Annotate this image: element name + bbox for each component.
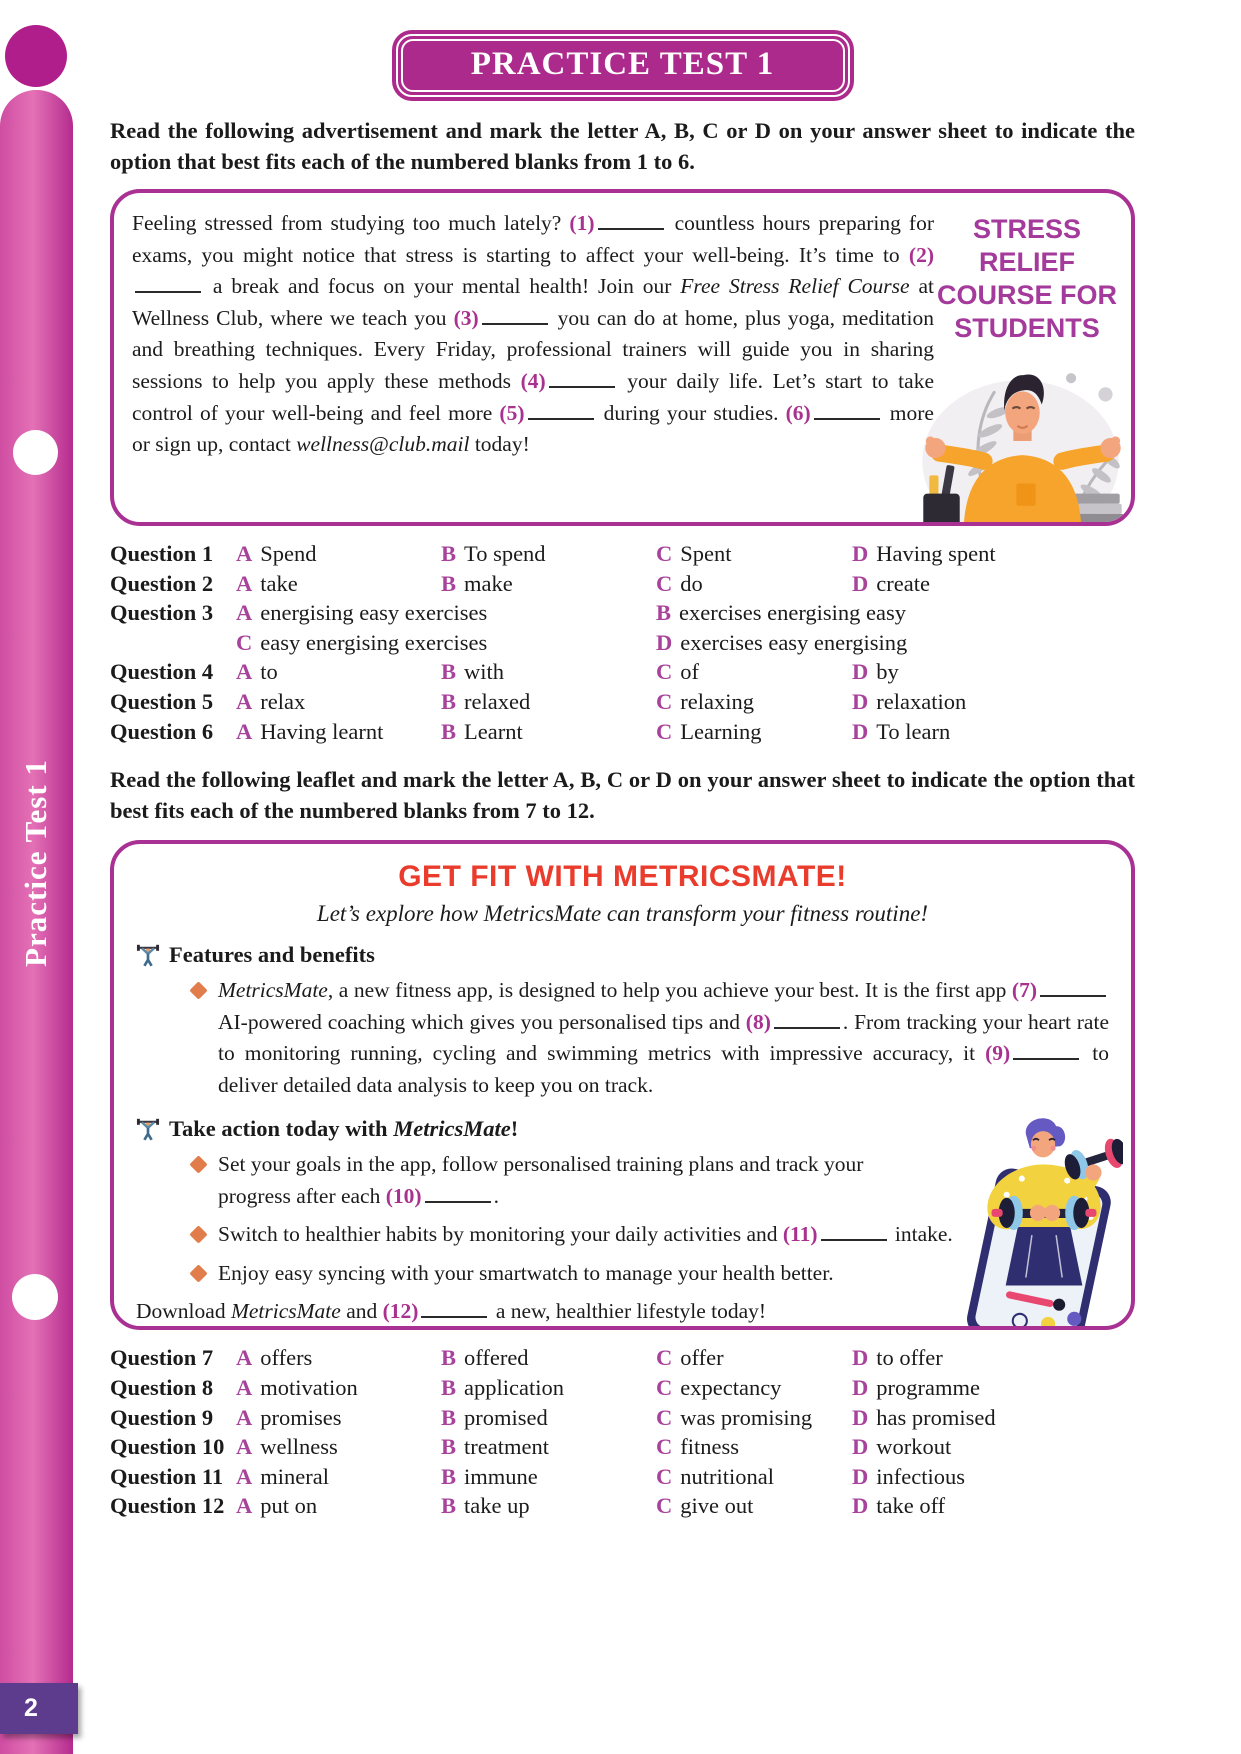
option-letter: C — [656, 1345, 673, 1371]
option-text: relax — [260, 689, 306, 715]
answer-option-C[interactable] — [656, 1373, 852, 1403]
answer-option-D[interactable] — [852, 569, 1135, 599]
question-label: Question 12 — [110, 1493, 225, 1519]
answer-option-C[interactable] — [236, 628, 656, 658]
italic-text: MetricsMate — [218, 978, 328, 1003]
question-label — [110, 628, 236, 658]
answer-option-B[interactable] — [441, 657, 656, 687]
option-text: Having spent — [876, 541, 996, 567]
diamond-bullet-icon — [189, 1264, 207, 1282]
option-text: take off — [876, 1493, 946, 1519]
option-letter: B — [441, 1404, 457, 1430]
fitness-app-illustration — [961, 1114, 1123, 1330]
answer-option-C[interactable] — [656, 1491, 852, 1521]
instructions-part1: Read the following advertisement and mark the letter A, B, C or D on your answer sheet to indicate the option that best fits each of the numbered blanks from 1 to 6. — [110, 118, 1135, 175]
leaflet-heading-text: Features and benefits — [169, 942, 375, 968]
questions-7-12 — [110, 1343, 1135, 1521]
meditating-student-illustration — [919, 362, 1127, 526]
leaflet-box — [110, 840, 1135, 1330]
question-label: Question 10 — [110, 1434, 225, 1460]
answer-option-A[interactable] — [236, 569, 441, 599]
blank-number: (7) — [1011, 978, 1037, 1003]
option-letter: A — [236, 570, 253, 596]
option-letter: B — [441, 1493, 457, 1519]
answer-option-C[interactable] — [656, 687, 852, 717]
question-label: Question 5 — [110, 689, 214, 715]
option-letter: A — [236, 1434, 253, 1460]
option-text: treatment — [464, 1434, 549, 1460]
option-text: infectious — [876, 1463, 965, 1489]
answer-option-B[interactable] — [441, 1403, 656, 1433]
answer-option-D[interactable] — [852, 539, 1135, 569]
option-letter: A — [236, 600, 253, 626]
answer-blank — [482, 307, 548, 325]
answer-option-B[interactable] — [441, 1343, 656, 1373]
option-letter: A — [236, 689, 253, 715]
option-text: nutritional — [680, 1463, 774, 1489]
diamond-bullet-icon — [189, 982, 207, 1000]
option-text: exercises energising easy — [679, 600, 907, 626]
leaflet-subtitle: Let’s explore how MetricsMate can transform your fitness routine! — [316, 901, 929, 927]
option-letter: A — [236, 1463, 253, 1489]
option-letter: B — [441, 541, 457, 567]
answer-option-B[interactable] — [441, 569, 656, 599]
option-letter: D — [852, 689, 869, 715]
option-text: fitness — [680, 1434, 739, 1460]
option-letter: D — [852, 1345, 869, 1371]
option-text: do — [680, 570, 703, 596]
option-text: easy energising exercises — [260, 629, 488, 655]
option-text: Learning — [680, 718, 762, 744]
answer-blank — [549, 370, 615, 388]
option-text: workout — [876, 1434, 952, 1460]
option-text: offers — [260, 1345, 313, 1371]
answer-option-B[interactable] — [441, 687, 656, 717]
answer-option-A[interactable] — [236, 598, 656, 628]
advertisement-box — [110, 189, 1135, 526]
answer-option-D[interactable] — [852, 687, 1135, 717]
option-text: exercises easy energising — [680, 629, 908, 655]
answer-option-D[interactable] — [852, 657, 1135, 687]
answer-option-D[interactable] — [852, 1462, 1135, 1492]
option-letter: D — [852, 1374, 869, 1400]
option-text: immune — [464, 1463, 538, 1489]
option-text: was promising — [680, 1404, 813, 1430]
option-text: with — [464, 659, 505, 685]
option-text: relaxed — [464, 689, 531, 715]
option-letter: A — [236, 1404, 253, 1430]
answer-option-A[interactable] — [236, 1343, 441, 1373]
option-text: make — [464, 570, 513, 596]
option-text: programme — [876, 1374, 980, 1400]
leaflet-heading-features — [136, 942, 1109, 968]
answer-option-A[interactable] — [236, 1491, 441, 1521]
answer-option-D[interactable] — [852, 1491, 1135, 1521]
option-text: promises — [260, 1404, 342, 1430]
option-letter: D — [852, 1434, 869, 1460]
answer-option-B[interactable] — [441, 539, 656, 569]
answer-blank — [528, 401, 594, 419]
option-text: offered — [464, 1345, 529, 1371]
blank-number: (6) — [785, 400, 811, 425]
punch-hole — [13, 430, 58, 475]
option-letter: A — [236, 1345, 253, 1371]
leaflet-title: GET FIT WITH METRICSMATE! — [398, 860, 847, 894]
question-label: Question 2 — [110, 570, 214, 596]
option-letter: A — [236, 541, 253, 567]
answer-option-B[interactable] — [441, 1373, 656, 1403]
option-text: to — [260, 659, 278, 685]
answer-blank — [814, 401, 880, 419]
instructions-part2: Read the following leaflet and mark the letter A, B, C or D on your answer sheet to indicate the option that best fits each of the numbered blanks from 7 to 12. — [110, 767, 1135, 824]
option-letter: C — [656, 659, 673, 685]
italic-text: MetricsMate — [230, 1299, 341, 1324]
option-letter: B — [441, 659, 457, 685]
blank-number: (10) — [385, 1183, 422, 1208]
diamond-bullet-icon — [189, 1156, 207, 1174]
answer-option-D[interactable] — [852, 1403, 1135, 1433]
answer-option-C[interactable] — [656, 539, 852, 569]
leaflet-bullet — [192, 975, 1109, 1101]
answer-option-A[interactable] — [236, 1373, 441, 1403]
weightlifter-icon — [136, 943, 160, 967]
option-letter: B — [441, 1345, 457, 1371]
bullet-text: Enjoy easy syncing with your smartwatch to manage your health better. — [218, 1260, 834, 1285]
option-letter: C — [656, 718, 673, 744]
blank-number: (9) — [985, 1041, 1011, 1066]
answer-option-D[interactable] — [852, 1343, 1135, 1373]
option-text: wellness — [260, 1434, 338, 1460]
blank-number: (1) — [569, 211, 595, 236]
answer-option-D[interactable] — [852, 1432, 1135, 1462]
sidebar-vertical-label: Practice Test 1 — [18, 759, 53, 967]
answer-blank — [1013, 1042, 1079, 1060]
answer-blank — [774, 1011, 840, 1029]
option-text: relaxing — [680, 689, 754, 715]
option-text: To learn — [876, 718, 951, 744]
blank-number: (12) — [382, 1299, 419, 1324]
bullet-text: MetricsMate, a new fitness app, is designed to help you achieve your best. It is the first app (7) AI-powered coaching which gives you personalised tips and (8) . From tracking your heart rate to monitoring running, cycling and swimming metrics with impressive accuracy, it (9) to deliver detailed data analysis to keep you on track. — [218, 978, 1109, 1097]
option-text: take up — [464, 1493, 530, 1519]
answer-option-A[interactable] — [236, 1403, 441, 1433]
option-text: offer — [680, 1345, 724, 1371]
question-label: Question 7 — [110, 1345, 214, 1371]
option-letter: B — [441, 689, 457, 715]
answer-option-C[interactable] — [656, 657, 852, 687]
option-letter: D — [656, 629, 673, 655]
answer-blank — [821, 1223, 887, 1241]
blank-number: (5) — [499, 400, 525, 425]
option-letter: C — [656, 1493, 673, 1519]
answer-option-C[interactable] — [656, 569, 852, 599]
answer-blank — [1040, 979, 1106, 997]
option-letter: A — [236, 1374, 253, 1400]
option-text: give out — [680, 1493, 754, 1519]
option-text: relaxation — [876, 689, 967, 715]
answer-blank — [421, 1300, 487, 1318]
answer-option-B[interactable] — [441, 717, 656, 747]
answer-option-B[interactable] — [441, 1432, 656, 1462]
option-text: energising easy exercises — [260, 600, 488, 626]
answer-option-C[interactable] — [656, 1462, 852, 1492]
answer-option-A[interactable] — [236, 539, 441, 569]
blank-number: (11) — [782, 1222, 818, 1247]
option-text: take — [260, 570, 298, 596]
option-text: motivation — [260, 1374, 358, 1400]
option-letter: D — [852, 1463, 869, 1489]
answer-option-D[interactable] — [852, 1373, 1135, 1403]
badge-border — [396, 34, 850, 97]
question-label: Question 6 — [110, 718, 214, 744]
option-text: To spend — [464, 541, 546, 567]
answer-option-A[interactable] — [236, 717, 441, 747]
top-dot — [5, 25, 67, 87]
question-label: Question 9 — [110, 1404, 214, 1430]
option-text: to offer — [876, 1345, 943, 1371]
option-text: Spent — [680, 541, 732, 567]
answer-option-A[interactable] — [236, 1432, 441, 1462]
italic-text: wellness@club.mail — [296, 432, 470, 457]
option-letter: D — [852, 541, 869, 567]
option-text: put on — [260, 1493, 318, 1519]
option-letter: D — [852, 718, 869, 744]
question-label: Question 3 — [110, 600, 214, 626]
option-letter: C — [656, 689, 673, 715]
blank-number: (8) — [745, 1009, 771, 1034]
option-letter: B — [656, 600, 672, 626]
option-text: promised — [464, 1404, 548, 1430]
option-letter: D — [852, 1493, 869, 1519]
italic-text: MetricsMate — [393, 1116, 511, 1142]
answer-option-A[interactable] — [236, 687, 441, 717]
answer-option-B[interactable] — [441, 1462, 656, 1492]
option-letter: C — [656, 570, 673, 596]
badge-inner-border — [401, 39, 845, 92]
question-label: Question 1 — [110, 541, 214, 567]
questions-1-6 — [110, 539, 1135, 746]
option-letter: A — [236, 1493, 253, 1519]
bullet-text: Switch to healthier habits by monitoring your daily activities and (11) intake. — [218, 1222, 953, 1247]
advertisement-title: STRESS RELIEF COURSE FOR STUDENTS — [937, 214, 1118, 343]
bullet-text: Set your goals in the app, follow personalised training plans and track your progress after each (10) . — [218, 1152, 864, 1208]
option-text: has promised — [876, 1404, 996, 1430]
option-letter: C — [656, 1434, 673, 1460]
option-letter: B — [441, 570, 457, 596]
answer-option-D[interactable] — [852, 717, 1135, 747]
main-content — [110, 0, 1135, 1521]
blank-number: (2) — [908, 242, 934, 267]
option-text: Having learnt — [260, 718, 384, 744]
option-text: of — [680, 659, 699, 685]
answer-option-B[interactable] — [441, 1491, 656, 1521]
weightlifter-icon — [136, 1117, 160, 1141]
answer-option-B[interactable] — [656, 598, 1135, 628]
answer-blank — [425, 1185, 491, 1203]
option-letter: C — [656, 1463, 673, 1489]
option-letter: C — [656, 1374, 673, 1400]
option-text: Spend — [260, 541, 317, 567]
answer-blank — [135, 275, 201, 293]
answer-option-A[interactable] — [236, 657, 441, 687]
leaflet-footer: Download MetricsMate and (12) a new, healthier lifestyle today! — [136, 1299, 767, 1324]
option-letter: B — [441, 1434, 457, 1460]
answer-option-C[interactable] — [656, 1343, 852, 1373]
punch-hole — [12, 1274, 58, 1320]
page-title: PRACTICE TEST 1 — [470, 46, 775, 82]
option-letter: C — [236, 629, 253, 655]
option-letter: B — [441, 718, 457, 744]
option-letter: C — [656, 1404, 673, 1430]
leaflet-heading-text: Take action today with MetricsMate! — [169, 1116, 519, 1142]
advertisement-text: Feeling stressed from studying too much lately? (1) countless hours preparing for exams, you might notice that stress is starting to affect your well-being. It’s time to (2) a break and focus on your mental health! Join our Free Stress Relief Course at Wellness Club, where we teach you (3) you can do at home, plus yoga, meditation and breathing techniques. Every Friday, professional trainers will guide you in sharing sessions to help you apply these methods (4) your daily life. Let’s start to take control of your well-being and feel more (5) during your studies. (6) more or sign up, contact wellness@club.mail today! — [132, 211, 935, 457]
practice-test-badge — [392, 30, 854, 101]
answer-option-C[interactable] — [656, 1403, 852, 1433]
option-text: application — [464, 1374, 564, 1400]
blank-number: (4) — [520, 369, 546, 394]
option-letter: B — [441, 1463, 457, 1489]
answer-blank — [598, 212, 664, 230]
answer-option-C[interactable] — [656, 717, 852, 747]
option-text: Learnt — [464, 718, 523, 744]
option-letter: C — [656, 541, 673, 567]
question-label: Question 4 — [110, 659, 214, 685]
question-label: Question 8 — [110, 1374, 214, 1400]
option-text: create — [876, 570, 930, 596]
option-text: expectancy — [680, 1374, 782, 1400]
option-letter: A — [236, 659, 253, 685]
option-letter: D — [852, 659, 869, 685]
answer-option-C[interactable] — [656, 1432, 852, 1462]
blank-number: (3) — [453, 305, 479, 330]
option-text: by — [876, 659, 899, 685]
page-number-tab — [0, 1683, 78, 1734]
page-number: 2 — [24, 1694, 38, 1722]
answer-option-A[interactable] — [236, 1462, 441, 1492]
option-letter: B — [441, 1374, 457, 1400]
option-letter: A — [236, 718, 253, 744]
italic-text: Free Stress Relief Course — [680, 274, 910, 299]
option-text: mineral — [260, 1463, 329, 1489]
option-letter: D — [852, 1404, 869, 1430]
question-label: Question 11 — [110, 1463, 224, 1489]
answer-option-D[interactable] — [656, 628, 1135, 658]
diamond-bullet-icon — [189, 1226, 207, 1244]
option-letter: D — [852, 570, 869, 596]
